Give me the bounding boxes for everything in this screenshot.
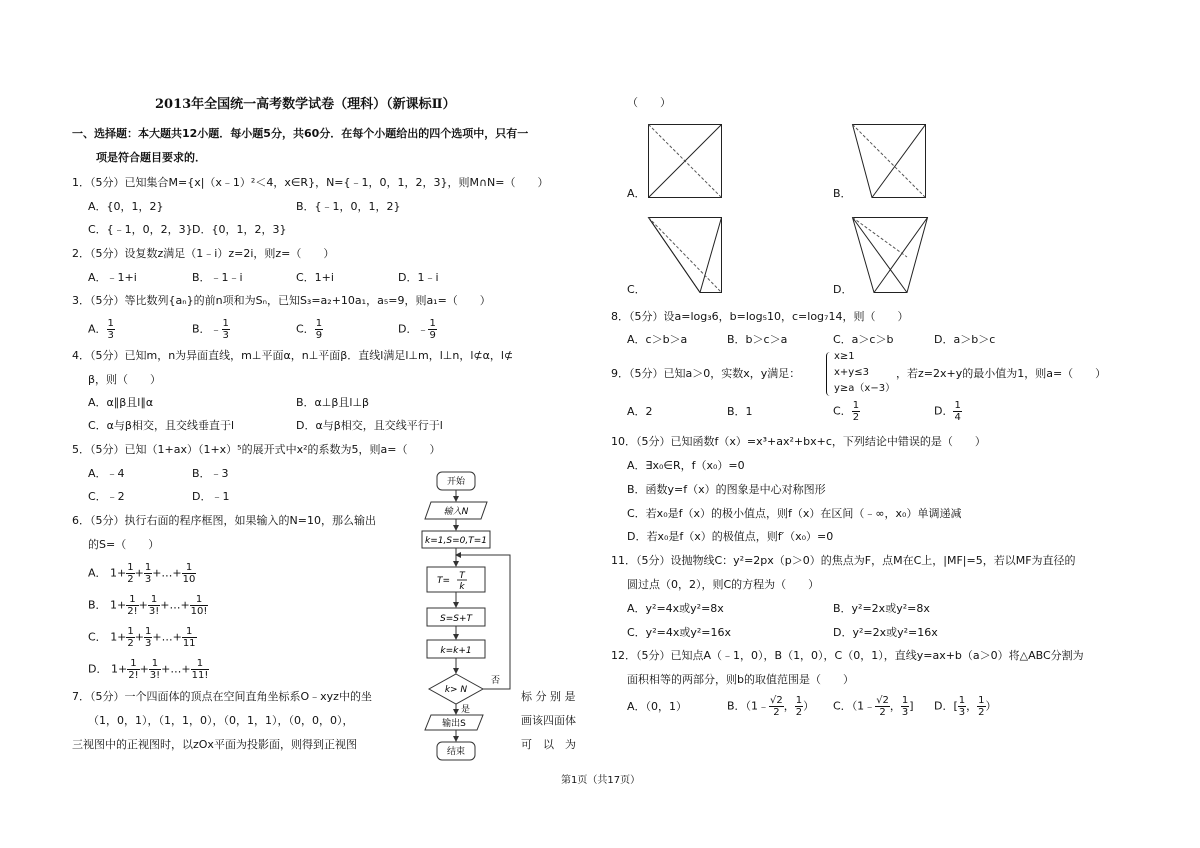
q11-option-c: C．y²=4x或y²=16x [627,626,731,639]
flow-start-label: 开始 [446,477,466,487]
q9-stem-cont: ，若z=2x+y的最小值为1，则a=（ ） [896,367,1107,380]
q6-option-c: C． 1+ $\frac{1}{2}$ + $\frac{1}{3}$ +…+ $\frac{1}{11}$ [88,626,196,649]
page-footer: 第1页（共17页） [561,775,641,786]
q7-answer-paren: （ ） [627,96,671,109]
q12-stem: 12．（5分）已知点A（﹣1，0），B（1，0），C（0，1），直线y=ax+b（a＞0）将△ABC分割为 [611,649,1084,662]
q9-option-d: D． $\frac{1}{4}$ [934,400,961,423]
q7-label-a: A． [627,187,646,200]
q1-option-c: C．{﹣1，0，2，3} [88,223,193,236]
flow-no-label: 否 [491,676,501,686]
q9-option-a: A．2 [627,405,653,418]
q11-option-d: D．y²=2x或y²=16x [833,626,938,639]
q11-option-a: A．y²=4x或y²=8x [627,602,724,615]
q1-option-d: D．{0，1，2，3} [192,223,287,236]
q7-stem-2: （1，0，1），（1，1，0），（0，1，1），（0，0，0）， [88,714,354,727]
q5-option-d: D．﹣1 [192,490,230,503]
q8-option-a: A．c＞b＞a [627,333,688,346]
q9-constraint-3: y≥a（x−3） [834,383,896,394]
flow-yes-label: 是 [461,705,471,715]
q7-stem-right-1: 标 分 别 是 [521,690,576,703]
q8-stem: 8．（5分）设a=log₃6，b=log₅10，c=log₇14，则（ ） [611,310,909,323]
q8-option-c: C．a＞c＞b [833,333,894,346]
q5-option-b: B．﹣3 [192,467,229,480]
q10-stem: 10．（5分）已知函数f（x）=x³+ax²+bx+c，下列结论中错误的是（ ） [611,435,986,448]
q4-option-c: C．α与β相交，且交线垂直于l [88,419,235,432]
flow-init-label: k=1,S=0,T=1 [425,536,487,546]
q7-label-c: C． [627,283,646,296]
q10-option-a: A．∃x₀∈R，f（x₀）=0 [627,459,745,472]
q12-option-b: B．（1﹣ $\frac{√2}{2}$ ， $\frac{1}{2}$ ） [727,695,815,718]
q10-option-b: B．函数y=f（x）的图象是中心对称图形 [627,483,826,496]
q7-stem: 7．（5分）一个四面体的顶点在空间直角坐标系O﹣xyz中的坐 [72,690,372,703]
q9-stem: 9．（5分）已知a＞0，实数x，y满足： [611,367,801,380]
flow-t-den: k [459,582,465,592]
q2-option-c: C．1+i [296,271,334,284]
q10-option-d: D．若x₀是f（x）的极值点，则f′（x₀）=0 [627,530,834,543]
q1-option-a: A．{0，1，2} [88,200,164,213]
q4-option-a: A．α∥β且l∥α [88,396,154,409]
q11-stem: 11．（5分）设抛物线C：y²=2px（p＞0）的焦点为F，点M在C上，|MF|=5，若以MF为直径的 [611,554,1076,567]
q9-constraint-2: x+y≤3 [834,367,869,378]
q1-option-b: B．{﹣1，0，1，2} [296,200,401,213]
q1-stem: 1．（5分）已知集合M={x|（x﹣1）²＜4，x∈R}，N={﹣1，0，1，2，3}，则M∩N=（ ） [72,176,549,189]
q4-option-b: B．α⊥β且l⊥β [296,396,370,409]
q5-option-c: C．﹣2 [88,490,125,503]
q9-constraint-1: x≥1 [834,351,855,362]
q3-option-d: D．﹣ $\frac{1}{9}$ [398,318,436,341]
q8-option-b: B．b＞c＞a [727,333,788,346]
q9-option-c: C． $\frac{1}{2}$ [833,400,860,423]
q5-option-a: A．﹣4 [88,467,125,480]
q12-option-d: D．[ $\frac{1}{3}$ ， $\frac{1}{2}$ ） [934,695,997,718]
q8-option-d: D．a＞b＞c [934,333,996,346]
q7-figure-c [648,217,722,293]
q7-stem-3: 三视图中的正视图时，以zOx平面为投影面，则得到正视图 [72,738,357,751]
flow-end-label: 结束 [446,747,466,757]
q6-stem: 6．（5分）执行右面的程序框图，如果输入的N=10，那么输出 [72,514,376,527]
flow-k-label: k=k+1 [440,646,472,656]
flow-t-num: T [459,571,465,581]
q6-option-a: A． 1+ $\frac{1}{2}$ + $\frac{1}{3}$ +…+ $\frac{1}{10}$ [88,562,196,585]
q2-option-a: A．﹣1+i [88,271,137,284]
q4-option-d: D．α与β相交，且交线平行于l [296,419,443,432]
q12-stem-cont: 面积相等的两部分，则b的取值范围是（ ） [627,673,854,686]
page-title: 2013年全国统一高考数学试卷（理科）（新课标Ⅱ） [155,97,456,112]
q11-option-b: B．y²=2x或y²=8x [833,602,930,615]
q2-option-d: D．1﹣i [398,271,439,284]
q3-stem: 3．（5分）等比数列{aₙ}的前n项和为Sₙ，已知S₃=a₂+10a₁，a₅=9，则a₁=（ ） [72,294,491,307]
q7-figure-a [648,124,722,198]
q6-option-b: B． 1+ $\frac{1}{2!}$ + $\frac{1}{3!}$ +…+ $\frac{1}{10!}$ [88,594,208,617]
q7-label-b: B． [833,187,852,200]
q7-stem-right-2: 画该四面体 [521,714,576,727]
section-heading: 一、选择题：本大题共12小题．每小题5分，共60分．在每个小题给出的四个选项中，只有一 [72,127,529,140]
q7-label-d: D． [833,283,853,296]
q3-option-c: C． $\frac{1}{9}$ [296,318,323,341]
flow-output-label: 输出S [442,719,466,729]
flow-input-label: 输入N [443,507,469,517]
q12-option-a: A．（0，1） [627,700,688,713]
flow-s-label: S=S+T [439,614,473,624]
q7-figure-d [852,217,928,293]
q2-stem: 2．（5分）设复数z满足（1﹣i）z=2i，则z=（ ） [72,247,335,260]
flow-t-label: T= [437,576,451,586]
q4-stem: 4．（5分）已知m，n为异面直线，m⊥平面α，n⊥平面β．直线l满足l⊥m，l⊥n，l⊄α，l⊄ [72,349,514,362]
q9-option-b: B．1 [727,405,753,418]
q6-option-d: D． 1+ $\frac{1}{2!}$ + $\frac{1}{3!}$ +…+ $\frac{1}{11!}$ [88,658,209,681]
section-heading-cont: 项是符合题目要求的． [96,151,206,164]
q5-stem: 5．（5分）已知（1+ax）（1+x）⁵的展开式中x²的系数为5，则a=（ ） [72,443,441,456]
q10-option-c: C．若x₀是f（x）的极小值点，则f（x）在区间（﹣∞，x₀）单调递减 [627,507,962,520]
q11-stem-cont: 圆过点（0，2），则C的方程为（ ） [627,578,820,591]
flowchart [415,468,525,768]
q7-stem-right-3: 可 以 为 [521,738,576,751]
q4-stem-cont: β，则（ ） [88,373,162,386]
q3-option-a: A． $\frac{1}{3}$ [88,318,114,341]
q12-option-c: C．（1﹣ $\frac{√2}{2}$ ， $\frac{1}{3}$ ] [833,695,914,718]
q7-figure-b [852,124,926,198]
q6-stem-cont: 的S=（ ） [88,538,160,551]
flow-decision-label: k> N [444,685,468,695]
q9-brace [826,352,833,396]
flow-t-box [427,567,485,592]
q2-option-b: B．﹣1﹣i [192,271,243,284]
q3-option-b: B．﹣ $\frac{1}{3}$ [192,318,229,341]
